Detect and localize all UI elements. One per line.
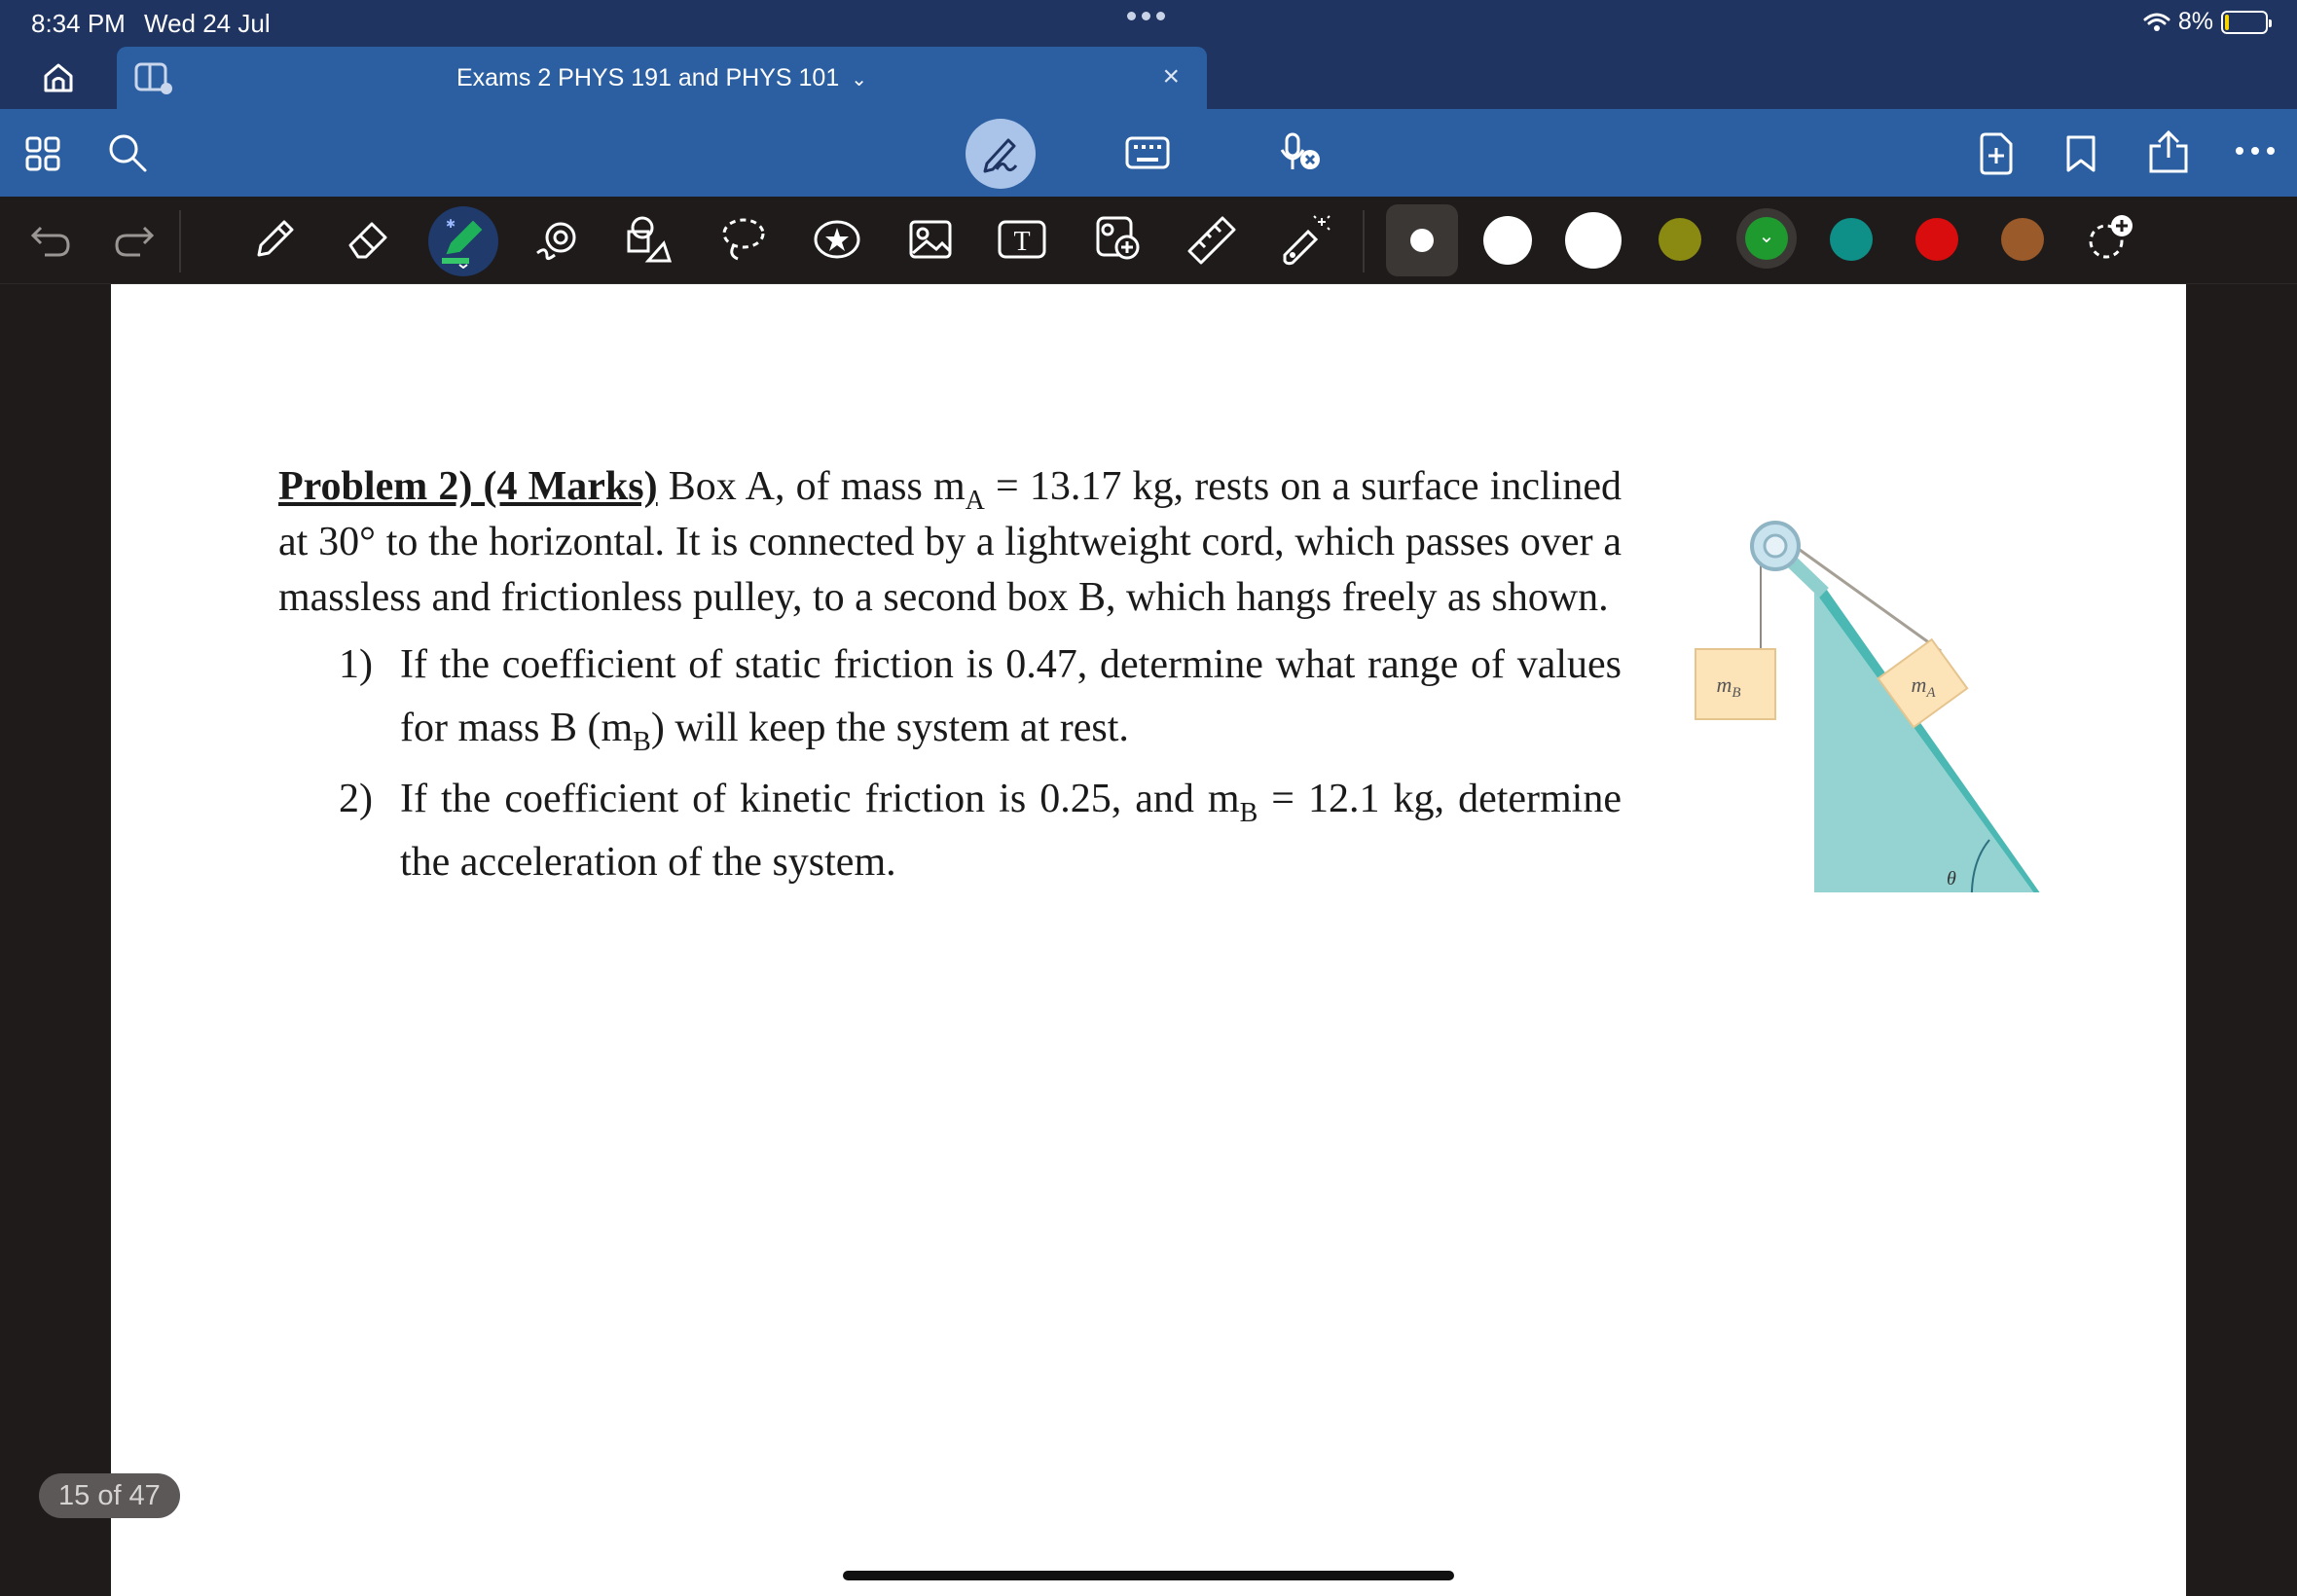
chevron-down-icon: ⌄ [1745,217,1788,260]
toolbar-divider [1363,210,1365,272]
color-brown[interactable] [2001,218,2044,261]
add-page-icon[interactable] [1978,132,2015,175]
pen-mode-button[interactable] [966,119,1036,189]
pulley-hub [1765,535,1786,557]
status-bar [0,0,2297,47]
keyboard-icon[interactable] [1125,136,1170,169]
question-2: 2) If the coefficient of kinetic friction is 0.25, and $m_B = 12.1$ kg, determine the acceleration of the system. [278,768,1622,894]
color-green-selected[interactable] [1736,208,1797,269]
sticker-icon[interactable] [812,216,862,263]
color-teal[interactable] [1830,218,1873,261]
lasso-icon[interactable] [720,216,767,265]
status-right [2143,8,2268,36]
tab-title[interactable]: Exams 2 PHYS 191 and PHYS 101 ⌄ [456,64,868,91]
battery-percent: 8% [2177,8,2213,35]
document-tab[interactable] [117,47,1207,109]
status-time: 8:34 PM [31,9,126,38]
text-icon[interactable] [997,218,1047,261]
svg-text:T: T [1013,227,1031,257]
drawing-toolbar [0,197,2297,284]
svg-text:✱: ✱ [446,217,456,231]
tab-bar [0,47,2297,109]
redo-icon[interactable] [113,224,156,259]
stroke-size-large[interactable] [1565,212,1622,269]
undo-icon[interactable] [29,224,72,259]
angle-label: θ [1947,868,1956,889]
eraser-icon[interactable] [345,216,391,263]
multitasking-dots[interactable] [1127,12,1165,20]
toolbar-divider [179,210,181,272]
problem-text [278,459,1622,894]
incline-pulley-figure [1581,503,2184,892]
pen-mode-icon [979,132,1022,175]
ruler-icon[interactable] [1185,214,1238,267]
more-icon[interactable] [2235,146,2276,156]
mic-off-icon[interactable] [1279,130,1324,175]
top-toolbar [0,109,2297,197]
box-b [1695,649,1775,719]
chevron-down-icon: ⌄ [851,69,868,91]
question-1-number: 1) [339,642,373,687]
grid-icon[interactable] [25,136,60,171]
problem-intro: Problem 2) (4 Marks) Box A, of mass $m_A = 13.17$ kg, rests on a surface inclined at 30° to the horizontal. It is connected by a lightweight cord, which passes over a massless and frictionless pulley, to a second box B, which hangs freely as shown. [278,464,1622,620]
box-a-label: $m_A$ [1911,672,1936,701]
problem-heading: Problem 2) (4 Marks) [278,464,658,509]
home-indicator[interactable] [843,1571,1454,1580]
question-2-number: 2) [339,777,373,821]
status-date: Wed 24 Jul [144,9,271,38]
page-indicator[interactable]: 15 of 47 [39,1473,180,1518]
image-icon[interactable] [907,216,954,263]
add-color-icon[interactable] [2087,212,2135,263]
document-page[interactable] [111,284,2186,1596]
bookmark-icon[interactable] [2065,134,2096,173]
color-red[interactable] [1915,218,1958,261]
box-b-label: $m_B$ [1716,672,1741,701]
share-icon[interactable] [2147,128,2190,175]
battery-icon [2221,11,2268,34]
highlighter-button-active[interactable] [428,206,498,276]
highlighter-icon [440,216,487,269]
search-icon[interactable] [107,132,148,173]
home-icon[interactable] [41,60,76,95]
laser-pointer-icon[interactable] [1279,212,1333,267]
scan-icon[interactable] [1094,214,1143,265]
stroke-size-small-selected[interactable] [1386,204,1458,276]
color-olive[interactable] [1659,218,1701,261]
question-1: 1) If the coefficient of static friction is 0.47, determine what range of values for mass B $(m_B)$ will keep the system at rest. [278,634,1622,760]
wifi-icon [2143,12,2170,33]
close-tab-icon[interactable]: × [1162,60,1180,92]
pen-icon[interactable] [251,216,298,263]
shape-recognition-icon[interactable] [533,216,582,263]
shapes-icon[interactable] [625,214,674,265]
stroke-size-medium[interactable] [1483,216,1532,265]
